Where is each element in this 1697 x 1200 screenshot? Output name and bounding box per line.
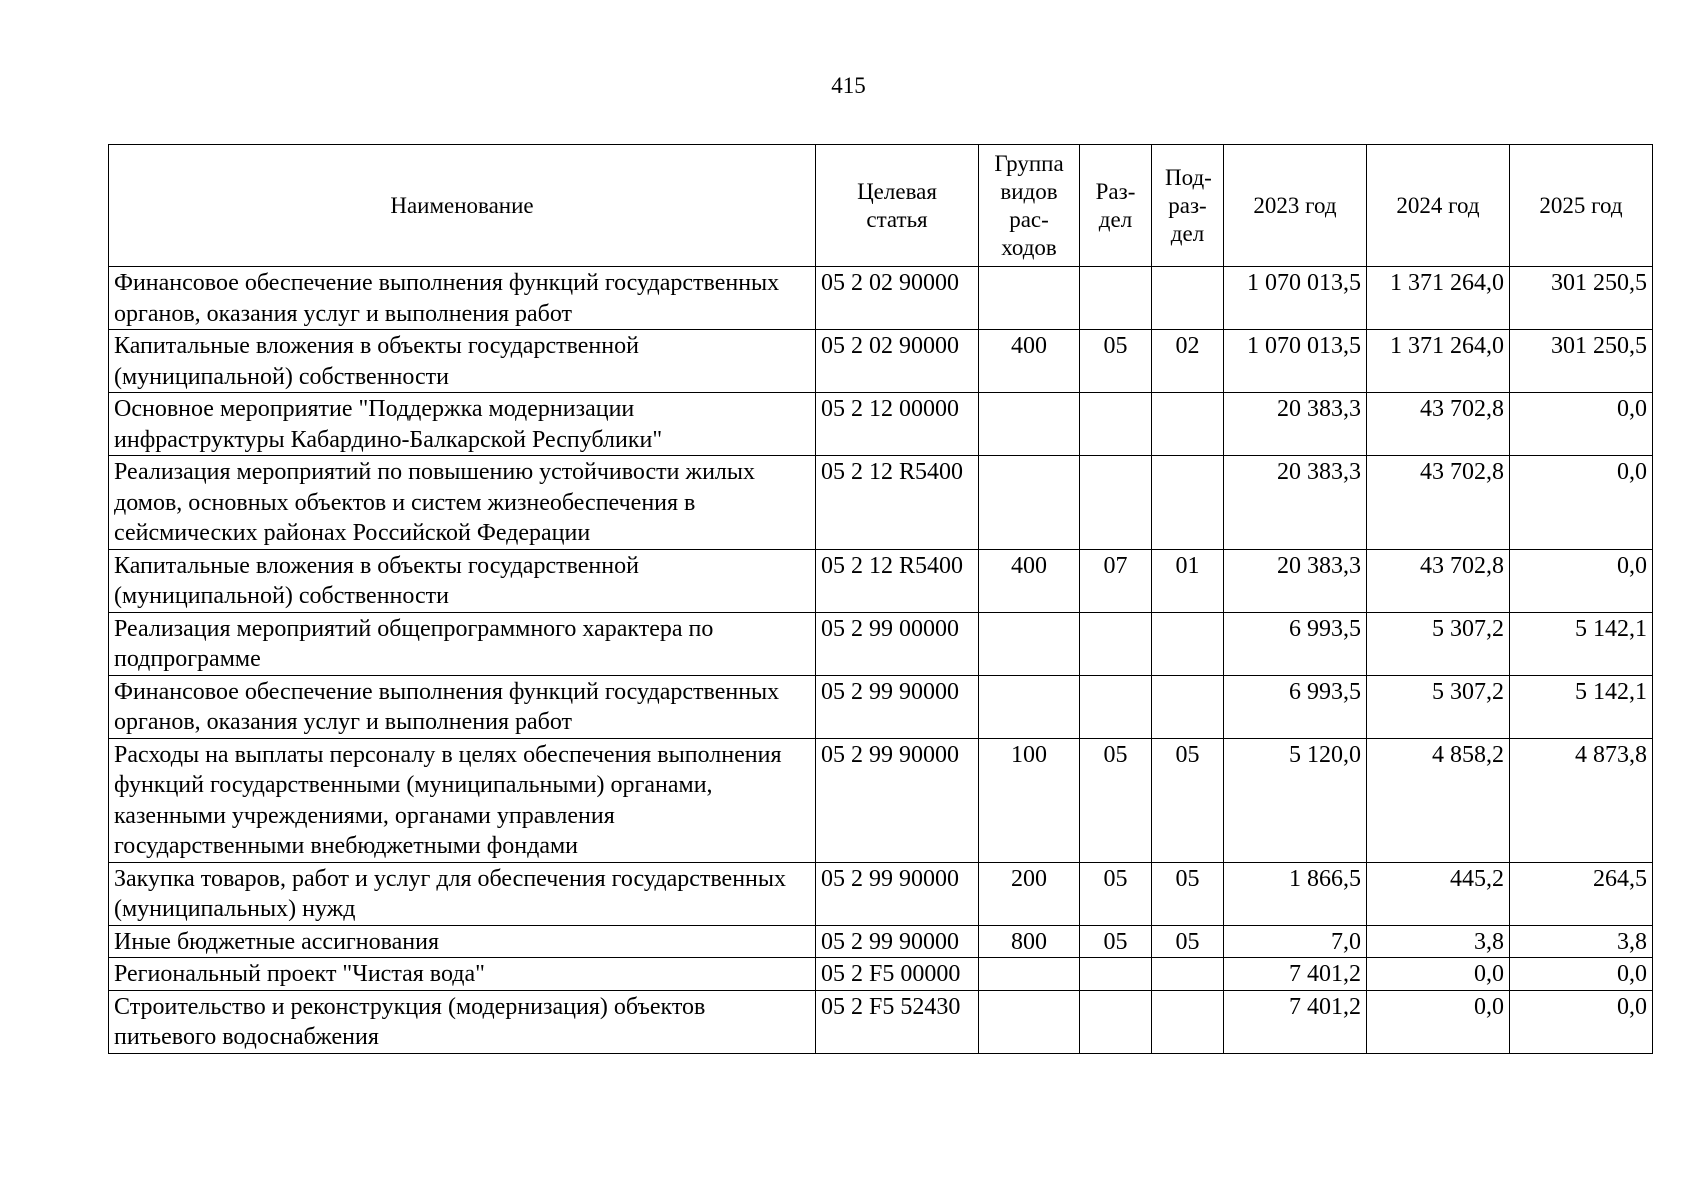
cell-2024: 5 307,2 (1367, 612, 1510, 675)
cell-subsection: 01 (1152, 549, 1224, 612)
header-section: Раз- дел (1080, 145, 1152, 267)
cell-subsection: 05 (1152, 925, 1224, 958)
cell-subsection (1152, 990, 1224, 1053)
cell-name: Реализация мероприятий общепрограммного характера по подпрограмме (109, 612, 816, 675)
table-row (109, 267, 1653, 330)
cell-2024: 1 371 264,0 (1367, 330, 1510, 393)
cell-code: 05 2 02 90000 (816, 267, 979, 330)
cell-name: Капитальные вложения в объекты государственной (муниципальной) собственности (109, 330, 816, 393)
cell-name: Реализация мероприятий по повышению устойчивости жилых домов, основных объектов и систем жизнеобеспечения в сейсмических районах Российской Федерации (109, 456, 816, 550)
cell-name: Иные бюджетные ассигнования (109, 925, 816, 958)
header-code: Целевая статья (816, 145, 979, 267)
cell-code: 05 2 12 00000 (816, 393, 979, 456)
cell-2024: 445,2 (1367, 862, 1510, 925)
cell-group (979, 456, 1080, 550)
table-row (109, 738, 1653, 862)
cell-section (1080, 456, 1152, 550)
cell-section (1080, 675, 1152, 738)
cell-subsection: 05 (1152, 738, 1224, 862)
table-row (109, 393, 1653, 456)
cell-group (979, 267, 1080, 330)
cell-2025: 0,0 (1510, 990, 1653, 1053)
cell-2025: 3,8 (1510, 925, 1653, 958)
cell-2023: 20 383,3 (1224, 456, 1367, 550)
cell-2023: 20 383,3 (1224, 549, 1367, 612)
cell-group (979, 612, 1080, 675)
cell-section: 05 (1080, 862, 1152, 925)
cell-2024: 1 371 264,0 (1367, 267, 1510, 330)
cell-subsection (1152, 612, 1224, 675)
cell-2025: 301 250,5 (1510, 330, 1653, 393)
header-2024: 2024 год (1367, 145, 1510, 267)
cell-2023: 6 993,5 (1224, 612, 1367, 675)
cell-2025: 264,5 (1510, 862, 1653, 925)
cell-subsection (1152, 393, 1224, 456)
table-row (109, 456, 1653, 550)
cell-2025: 0,0 (1510, 549, 1653, 612)
cell-group: 800 (979, 925, 1080, 958)
cell-group: 400 (979, 549, 1080, 612)
cell-name: Капитальные вложения в объекты государственной (муниципальной) собственности (109, 549, 816, 612)
table-header (109, 145, 1653, 267)
cell-section (1080, 612, 1152, 675)
cell-code: 05 2 99 00000 (816, 612, 979, 675)
cell-2023: 1 070 013,5 (1224, 330, 1367, 393)
cell-name: Закупка товаров, работ и услуг для обеспечения государственных (муниципальных) нужд (109, 862, 816, 925)
cell-group (979, 393, 1080, 456)
cell-2025: 5 142,1 (1510, 612, 1653, 675)
cell-code: 05 2 F5 00000 (816, 958, 979, 991)
cell-code: 05 2 99 90000 (816, 675, 979, 738)
cell-code: 05 2 12 R5400 (816, 456, 979, 550)
cell-name: Финансовое обеспечение выполнения функций государственных органов, оказания услуг и выполнения работ (109, 267, 816, 330)
cell-code: 05 2 99 90000 (816, 738, 979, 862)
cell-section: 05 (1080, 738, 1152, 862)
cell-subsection: 05 (1152, 862, 1224, 925)
cell-subsection (1152, 456, 1224, 550)
cell-2023: 1 866,5 (1224, 862, 1367, 925)
cell-group: 200 (979, 862, 1080, 925)
page-number: 415 (831, 73, 866, 98)
cell-subsection (1152, 958, 1224, 991)
cell-code: 05 2 12 R5400 (816, 549, 979, 612)
cell-section: 07 (1080, 549, 1152, 612)
cell-name: Строительство и реконструкция (модернизация) объектов питьевого водоснабжения (109, 990, 816, 1053)
header-group: Группа видов рас- ходов (979, 145, 1080, 267)
cell-2023: 5 120,0 (1224, 738, 1367, 862)
table-row (109, 612, 1653, 675)
table-row (109, 330, 1653, 393)
cell-2025: 0,0 (1510, 958, 1653, 991)
cell-subsection (1152, 675, 1224, 738)
cell-2025: 4 873,8 (1510, 738, 1653, 862)
cell-2024: 43 702,8 (1367, 549, 1510, 612)
cell-2023: 6 993,5 (1224, 675, 1367, 738)
table-row (109, 925, 1653, 958)
cell-code: 05 2 02 90000 (816, 330, 979, 393)
header-2025: 2025 год (1510, 145, 1653, 267)
cell-section (1080, 990, 1152, 1053)
cell-section (1080, 958, 1152, 991)
cell-2024: 43 702,8 (1367, 393, 1510, 456)
table-row (109, 549, 1653, 612)
cell-section (1080, 267, 1152, 330)
cell-2024: 3,8 (1367, 925, 1510, 958)
cell-subsection: 02 (1152, 330, 1224, 393)
cell-name: Финансовое обеспечение выполнения функций государственных органов, оказания услуг и выполнения работ (109, 675, 816, 738)
cell-2024: 43 702,8 (1367, 456, 1510, 550)
cell-subsection (1152, 267, 1224, 330)
table-row (109, 862, 1653, 925)
cell-code: 05 2 99 90000 (816, 925, 979, 958)
table-row (109, 990, 1653, 1053)
cell-name: Региональный проект "Чистая вода" (109, 958, 816, 991)
table-body (109, 267, 1653, 1054)
cell-group (979, 958, 1080, 991)
cell-section: 05 (1080, 925, 1152, 958)
cell-name: Расходы на выплаты персоналу в целях обеспечения выполнения функций государственными (муниципальными) органами, казенными учреждениями, органами управления государственными внебюджетными фондами (109, 738, 816, 862)
cell-code: 05 2 F5 52430 (816, 990, 979, 1053)
cell-2023: 20 383,3 (1224, 393, 1367, 456)
cell-group: 400 (979, 330, 1080, 393)
cell-2023: 1 070 013,5 (1224, 267, 1367, 330)
cell-code: 05 2 99 90000 (816, 862, 979, 925)
budget-table (108, 144, 1653, 1054)
cell-2025: 0,0 (1510, 393, 1653, 456)
cell-2023: 7 401,2 (1224, 958, 1367, 991)
cell-2024: 5 307,2 (1367, 675, 1510, 738)
cell-section: 05 (1080, 330, 1152, 393)
cell-2024: 4 858,2 (1367, 738, 1510, 862)
cell-group (979, 675, 1080, 738)
cell-name: Основное мероприятие "Поддержка модернизации инфраструктуры Кабардино-Балкарской Республики" (109, 393, 816, 456)
cell-2023: 7 401,2 (1224, 990, 1367, 1053)
table-row (109, 958, 1653, 991)
cell-2025: 0,0 (1510, 456, 1653, 550)
cell-2024: 0,0 (1367, 958, 1510, 991)
cell-2023: 7,0 (1224, 925, 1367, 958)
header-name: Наименование (109, 145, 816, 267)
cell-group (979, 990, 1080, 1053)
cell-group: 100 (979, 738, 1080, 862)
cell-section (1080, 393, 1152, 456)
cell-2024: 0,0 (1367, 990, 1510, 1053)
cell-2025: 5 142,1 (1510, 675, 1653, 738)
header-2023: 2023 год (1224, 145, 1367, 267)
cell-2025: 301 250,5 (1510, 267, 1653, 330)
table-row (109, 675, 1653, 738)
header-subsection: Под- раз- дел (1152, 145, 1224, 267)
